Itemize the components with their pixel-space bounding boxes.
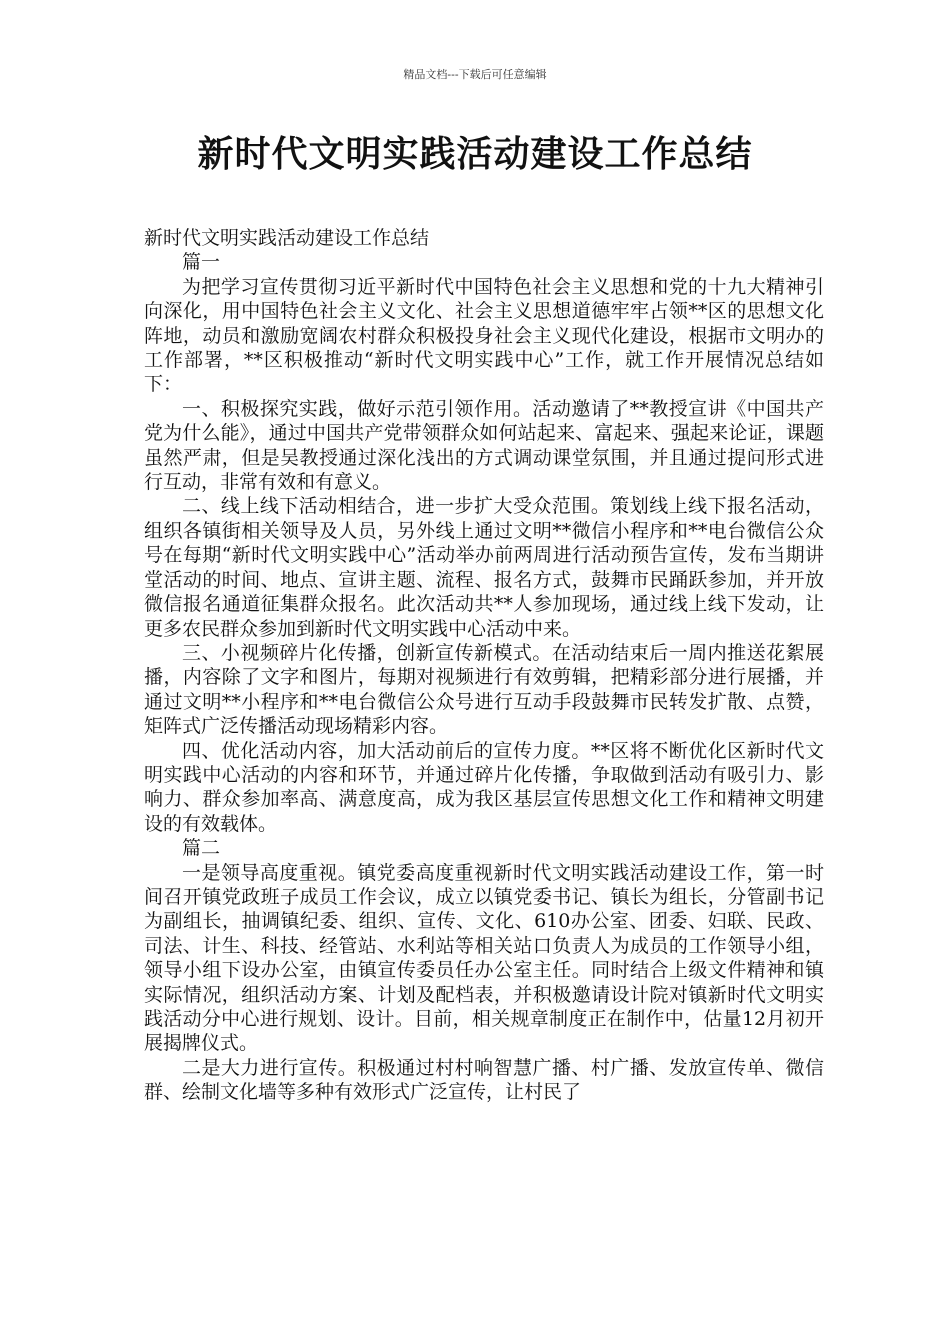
paragraph: 为把学习宣传贯彻习近平新时代中国特色社会主义思想和党的十九大精神引向深化，用中国特色社会主义文化、社会主义思想道德牢牢占领**区的思想文化阵地，动员和激励宽阔农村群众积极投身社会主义现代化建设，根据市文明办的工作部署，**区积极推动“新时代文明实践中心”工作，就工作开展情况总结如下： <box>144 275 824 396</box>
document-body <box>144 226 824 1105</box>
paragraph: 三、小视频碎片化传播，创新宣传新模式。在活动结束后一周内推送花絮展播，内容除了文字和图片，每期对视频进行有效剪辑，把精彩部分进行展播，并通过文明**小程序和**电台微信公众号进行互动手段鼓舞市民转发扩散、点赞，矩阵式广泛传播活动现场精彩内容。 <box>144 641 824 738</box>
paragraph: 四、优化活动内容，加大活动前后的宣传力度。**区将不断优化区新时代文明实践中心活动的内容和环节，并通过碎片化传播，争取做到活动有吸引力、影响力、群众参加率高、满意度高，成为我区基层宣传思想文化工作和精神文明建设的有效载体。 <box>144 739 824 835</box>
paragraph: 二、线上线下活动相结合，进一步扩大受众范围。策划线上线下报名活动，组织各镇街相关领导及人员，另外线上通过文明**微信小程序和**电台微信公众号在每期“新时代文明实践中心”活动举办前两周进行活动预告宣传，发布当期讲堂活动的时间、地点、宣讲主题、流程、报名方式，鼓舞市民踊跃参加，并开放微信报名通道征集群众报名。此次活动共**人参加现场，通过线上线下发动，让更多农民群众参加到新时代文明实践中心活动中来。 <box>144 495 824 640</box>
paragraph: 一、积极探究实践，做好示范引领作用。活动邀请了**教授宣讲《中国共产党为什么能》，通过中国共产党带领群众如何站起来、富起来、强起来论证，课题虽然严肃，但是吴教授通过深化浅出的方式调动课堂氛围，并且通过提问形式进行互动，非常有效和有意义。 <box>144 397 824 494</box>
document-subtitle: 新时代文明实践活动建设工作总结 <box>144 227 430 249</box>
document-title: 新时代文明实践活动建设工作总结 <box>197 134 753 175</box>
paragraph: 二是大力进行宣传。积极通过村村响智慧广播、村广播、发放宣传单、微信群、绘制文化墙等多种有效形式广泛宣传，让村民了 <box>144 1056 824 1104</box>
section-label-1: 篇一 <box>182 251 221 274</box>
section-label-2: 篇二 <box>182 837 221 860</box>
paragraph: 一是领导高度重视。镇党委高度重视新时代文明实践活动建设工作，第一时间召开镇党政班子成员工作会议，成立以镇党委书记、镇长为组长，分管副书记为副组长，抽调镇纪委、组织、宣传、文化、610办公室、团委、妇联、民政、司法、计生、科技、经管站、水利站等相关站口负责人为成员的工作领导小组，领导小组下设办公室，由镇宣传委员任办公室主任。同时结合上级文件精神和镇实际情况，组织活动方案、计划及配档表，并积极邀请设计院对镇新时代文明实践活动分中心进行规划、设计。目前，相关规章制度正在制作中，估量12月初开展揭牌仪式。 <box>144 861 824 1055</box>
header-note: 精品文档---下载后可任意编辑 <box>403 68 547 81</box>
